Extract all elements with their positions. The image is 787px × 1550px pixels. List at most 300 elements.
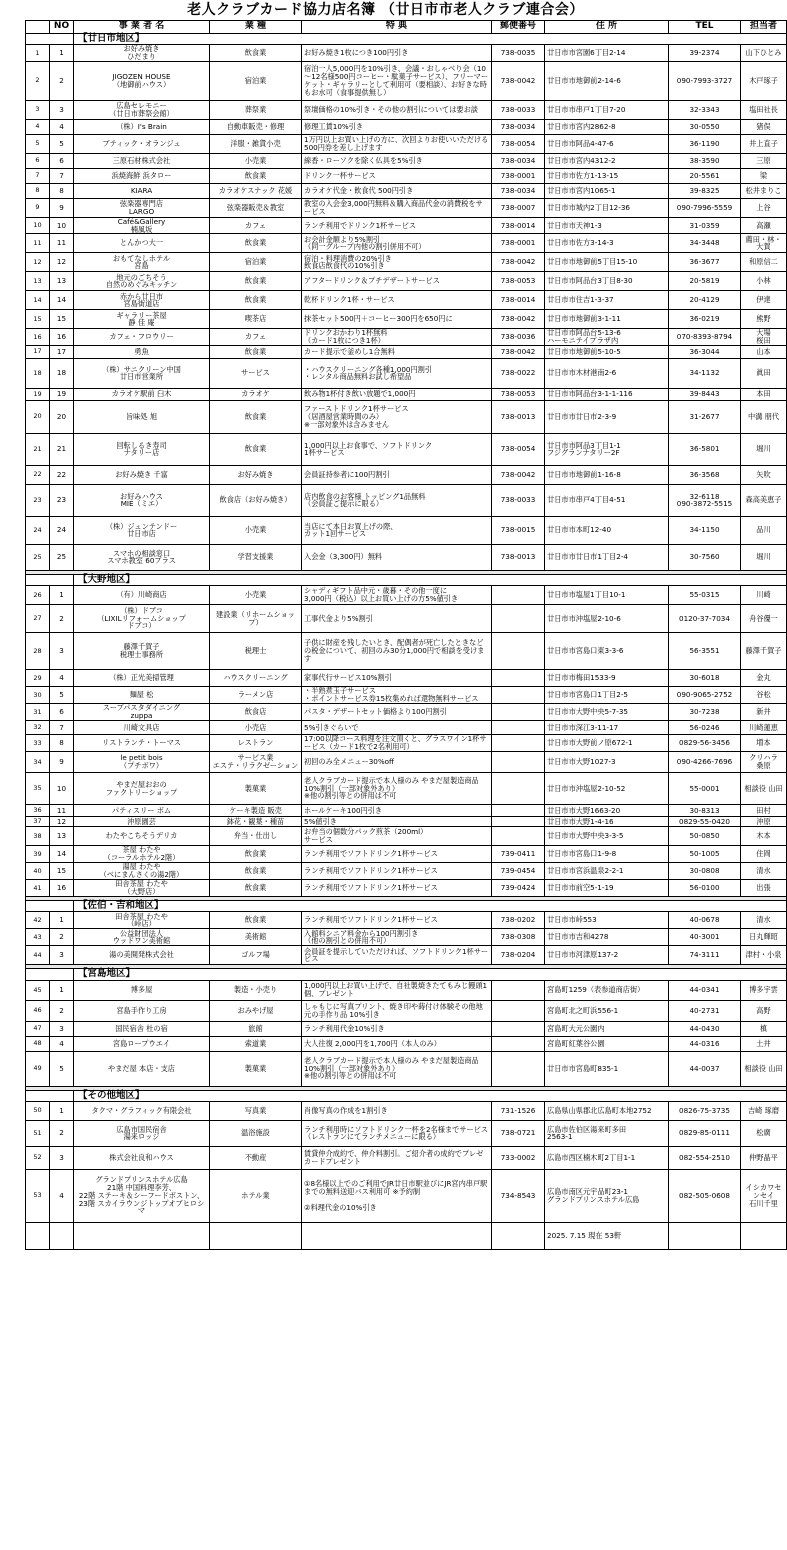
- postal-code: 738-0042: [492, 465, 545, 484]
- address: 廿日市市串戸4丁目4-51: [545, 484, 669, 516]
- contact-person: 熊野: [741, 310, 787, 329]
- address: 廿日市市宮内2862-8: [545, 119, 669, 134]
- benefit: 賃貸仲介成約で、仲介料割引。ご紹介者の成約でプレゼカードプレゼント: [302, 1146, 492, 1169]
- row-index: 35: [26, 773, 50, 805]
- postal-code: 738-0053: [492, 388, 545, 400]
- postal-code: 738-0014: [492, 217, 545, 234]
- table-row: [26, 310, 787, 329]
- benefit: ランチ利用でソフトドリンク1杯サービス: [302, 880, 492, 897]
- phone: 082-505-0608: [669, 1169, 741, 1222]
- benefit: ランチ利用時にソフトドリンク一杯を2名様までサービス（レストランにてランチメニューに限る）: [302, 1120, 492, 1146]
- row-index: 26: [26, 586, 50, 605]
- header-cell: 業 種: [210, 21, 302, 34]
- phone: 40-0678: [669, 912, 741, 929]
- table-row: [26, 345, 787, 358]
- table-row: [26, 773, 787, 805]
- section-title: 【佐伯・吉和地区】: [74, 901, 787, 912]
- phone: 56-0246: [669, 721, 741, 735]
- benefit: ①8名様以上でのご利用でJR廿日市駅並びにJR宮内串戸駅までの無料送迎バス利用可 ※予約制 ②料理代金の10%引き: [302, 1169, 492, 1222]
- row-index: 8: [26, 183, 50, 198]
- address: 廿日市市佐方1-13-15: [545, 168, 669, 183]
- address: 広島市佐伯区湯来町多田 2563-1: [545, 1120, 669, 1146]
- row-no: 20: [50, 400, 74, 433]
- address: 廿日市市天神1-3: [545, 217, 669, 234]
- benefit: 会員証を提示していただければ、ソフトドリンク1杯サービス: [302, 946, 492, 965]
- store-name: （有）川崎商店: [74, 586, 210, 605]
- benefit: 祭壇価格の10%引き・その他の割引については要お談: [302, 100, 492, 119]
- store-name: カフェ・フロウリー: [74, 329, 210, 346]
- row-index: 4: [26, 119, 50, 134]
- postal-code: 738-0042: [492, 310, 545, 329]
- phone: 31-0359: [669, 217, 741, 234]
- table-row: [26, 929, 787, 946]
- contact-person: 薦田・林・大賀: [741, 234, 787, 253]
- business-type: サービス: [210, 358, 302, 388]
- table-row: [26, 1036, 787, 1051]
- phone: 39-8325: [669, 183, 741, 198]
- postal-code: [492, 827, 545, 846]
- store-name: 沖原園芸: [74, 817, 210, 827]
- store-name: 赤から廿日市 宮島街道店: [74, 291, 210, 310]
- table-row: [26, 1101, 787, 1120]
- postal-code: 738-0007: [492, 198, 545, 217]
- business-type: 飲食業: [210, 863, 302, 880]
- benefit: シャディギフト品中元・歳暮・その他一度に 3,000円（税込）以上お買い上げの方5%値引き: [302, 586, 492, 605]
- store-name: ギャラリー茶屋 静 佳 庵: [74, 310, 210, 329]
- postal-code: 738-0053: [492, 272, 545, 291]
- row-index: 20: [26, 400, 50, 433]
- table-row: [26, 1000, 787, 1021]
- benefit: 会員証持参者に100円割引: [302, 465, 492, 484]
- table-row: [26, 1222, 787, 1249]
- row-no: 2: [50, 1120, 74, 1146]
- business-type: 写真業: [210, 1101, 302, 1120]
- postal-code: [492, 721, 545, 735]
- postal-code: 738-0001: [492, 168, 545, 183]
- row-index: 24: [26, 516, 50, 544]
- address: 広島市南区元宇品町23-1 グランドプリンスホテル広島: [545, 1169, 669, 1222]
- store-name: 回転しるき寿司 ナタリー店: [74, 433, 210, 465]
- postal-code: [492, 805, 545, 817]
- benefit: 1万円以上お買い上げの方に、次回よりお使いいただける500円券を差し上げます: [302, 134, 492, 153]
- row-no: 7: [50, 168, 74, 183]
- row-index: 12: [26, 253, 50, 272]
- row-index: 51: [26, 1120, 50, 1146]
- business-type: おみやげ屋: [210, 1000, 302, 1021]
- row-no: 3: [50, 1021, 74, 1036]
- contact-person: 木本: [741, 827, 787, 846]
- address: 廿日市市深江3-11-17: [545, 721, 669, 735]
- table-row: [26, 183, 787, 198]
- phone: 56-3551: [669, 633, 741, 670]
- postal-code: 738-0034: [492, 153, 545, 168]
- store-name: 三原石材株式会社: [74, 153, 210, 168]
- postal-code: 739-0454: [492, 863, 545, 880]
- benefit: 家事代行サービス10%割引: [302, 670, 492, 687]
- store-name: 麺屋 松: [74, 687, 210, 704]
- section-row: [26, 901, 787, 912]
- phone: 30-8313: [669, 805, 741, 817]
- postal-code: 739-0411: [492, 846, 545, 863]
- header-cell: NO: [50, 21, 74, 34]
- postal-code: 738-0033: [492, 100, 545, 119]
- phone: 0826-75-3735: [669, 1101, 741, 1120]
- row-index: 43: [26, 929, 50, 946]
- benefit: 5%値引き: [302, 817, 492, 827]
- address: 廿日市市塩屋1丁目10-1: [545, 586, 669, 605]
- phone: 0829-85-0111: [669, 1120, 741, 1146]
- store-name: JIGOZEN HOUSE （地御前ハウス）: [74, 61, 210, 100]
- benefit: 17:00以降コース料理を注文頂くと、グラスワイン1杯サービス（カード1枚で2名利用可）: [302, 735, 492, 752]
- table-row: [26, 388, 787, 400]
- address: 廿日市市大野1663-20: [545, 805, 669, 817]
- row-no: [50, 1222, 74, 1249]
- store-name: 株式会社良和ハウス: [74, 1146, 210, 1169]
- contact-person: 槙: [741, 1021, 787, 1036]
- contact-person: 猪俣: [741, 119, 787, 134]
- contact-person: 堀川: [741, 433, 787, 465]
- contact-person: 梁: [741, 168, 787, 183]
- address: 廿日市市大野中央5-7-35: [545, 704, 669, 721]
- header-cell: 郵便番号: [492, 21, 545, 34]
- address: 廿日市市地御前2-14-6: [545, 61, 669, 100]
- table-row: [26, 217, 787, 234]
- postal-code: 738-0042: [492, 253, 545, 272]
- table-row: [26, 586, 787, 605]
- table-row: [26, 846, 787, 863]
- benefit: ランチ利用でソフトドリンク1杯サービス: [302, 846, 492, 863]
- business-type: サービス業 エステ・リラクゼーション: [210, 752, 302, 773]
- store-name: （株）ドブコ （LIXILリフォームショップ ドブコ）: [74, 605, 210, 633]
- row-index: 44: [26, 946, 50, 965]
- row-index: 23: [26, 484, 50, 516]
- table-row: [26, 484, 787, 516]
- row-no: 8: [50, 735, 74, 752]
- row-no: 9: [50, 752, 74, 773]
- row-no: 3: [50, 1146, 74, 1169]
- store-name: 宮島ロープウエイ: [74, 1036, 210, 1051]
- contact-person: 高野: [741, 1000, 787, 1021]
- contact-person: イシカワセンセイ 石川千里: [741, 1169, 787, 1222]
- business-type: 小売店: [210, 721, 302, 735]
- table-row: [26, 633, 787, 670]
- table-row: [26, 100, 787, 119]
- phone: 36-3044: [669, 345, 741, 358]
- address: 廿日市市宮島口1丁目2-5: [545, 687, 669, 704]
- store-name: わたやこちそうデリカ: [74, 827, 210, 846]
- business-type: 美術館: [210, 929, 302, 946]
- business-type: 飲食業: [210, 880, 302, 897]
- row-index: 21: [26, 433, 50, 465]
- contact-person: 井上直子: [741, 134, 787, 153]
- table-row: [26, 119, 787, 134]
- contact-person: 津村・小泉: [741, 946, 787, 965]
- phone: 36-5801: [669, 433, 741, 465]
- row-no: 4: [50, 1169, 74, 1222]
- row-index: 9: [26, 198, 50, 217]
- benefit: 教室の入会金3,000円無料＆購入商品代金の消費税をサービス: [302, 198, 492, 217]
- row-index: 10: [26, 217, 50, 234]
- address: 廿日市市廿日市1丁目2-4: [545, 544, 669, 570]
- row-index: 2: [26, 61, 50, 100]
- table-row: [26, 805, 787, 817]
- section-title: 【大野地区】: [74, 574, 787, 585]
- business-type: 旅館: [210, 1021, 302, 1036]
- address: 廿日市市宮島口1-9-8: [545, 846, 669, 863]
- contact-person: 吉崎 琢磨: [741, 1101, 787, 1120]
- benefit: ・半熟煮玉子サービス ・ポイントサービス券15枚集めれば還物無料サービス: [302, 687, 492, 704]
- contact-person: 松廣: [741, 1120, 787, 1146]
- page-title: 老人クラブカード協力店名簿 （廿日市市老人クラブ連合会）: [187, 2, 584, 18]
- table-row: [26, 912, 787, 929]
- store-name: [74, 1222, 210, 1249]
- table-row: [26, 1051, 787, 1086]
- table-row: [26, 400, 787, 433]
- phone: 20-5819: [669, 272, 741, 291]
- postal-code: 738-0036: [492, 329, 545, 346]
- benefit: 店内飲食のお客様 トッピング1品無料 （会員証ご提示に限る）: [302, 484, 492, 516]
- postal-code: 738-0033: [492, 484, 545, 516]
- section-row: [26, 969, 787, 980]
- address: 廿日市市梅田1533-9: [545, 670, 669, 687]
- row-index: 53: [26, 1169, 50, 1222]
- store-name: お好みハウス MIE（ミエ）: [74, 484, 210, 516]
- row-index: 7: [26, 168, 50, 183]
- benefit: ・ハウスクリーニング各種1,000円割引 ・レンタル商品無料お試し希望品: [302, 358, 492, 388]
- benefit: ランチ利用代金10%引き: [302, 1021, 492, 1036]
- benefit: しゃもじに写真プリント、焼き印や蒔付け体験その他地元の手作り品 10%引き: [302, 1000, 492, 1021]
- row-no: 6: [50, 704, 74, 721]
- phone: 39-2374: [669, 45, 741, 62]
- row-index: 45: [26, 980, 50, 1000]
- phone: 40-3001: [669, 929, 741, 946]
- business-type: 飲食業: [210, 345, 302, 358]
- business-type: 飲食業: [210, 168, 302, 183]
- header-cell: [26, 21, 50, 34]
- postal-code: [492, 1021, 545, 1036]
- address: 廿日市市阿品台3丁目8-30: [545, 272, 669, 291]
- address: 廿日市市宮島口東3-3-6: [545, 633, 669, 670]
- address: 宮島町北之町浜556-1: [545, 1000, 669, 1021]
- business-type: ラーメン店: [210, 687, 302, 704]
- row-no: 2: [50, 605, 74, 633]
- postal-code: 739-0424: [492, 880, 545, 897]
- store-name: 藤澤千賀子 税理士事務所: [74, 633, 210, 670]
- table-row: [26, 544, 787, 570]
- contact-person: 清水: [741, 912, 787, 929]
- postal-code: 738-0013: [492, 400, 545, 433]
- phone: 39-8443: [669, 388, 741, 400]
- address: 廿日市市佐方3-14-3: [545, 234, 669, 253]
- benefit: 1,000円以上お買い上げで、自社製焼きたてもみじ饅頭1個、プレゼント: [302, 980, 492, 1000]
- benefit: ホールケーキ100円引き: [302, 805, 492, 817]
- phone: 34-1132: [669, 358, 741, 388]
- row-index: 33: [26, 735, 50, 752]
- business-type: 飲食業: [210, 234, 302, 253]
- table-row: [26, 516, 787, 544]
- phone: 44-0037: [669, 1051, 741, 1086]
- address: 廿日市市宮島町835-1: [545, 1051, 669, 1086]
- table-row: [26, 721, 787, 735]
- business-type: 葬祭業: [210, 100, 302, 119]
- phone: 30-6018: [669, 670, 741, 687]
- contact-person: 相談役 山田: [741, 773, 787, 805]
- store-name: 旨味処 旭: [74, 400, 210, 433]
- benefit: ランチ利用でドリンク1杯サービス: [302, 217, 492, 234]
- business-type: 鉢花・観葉・種苗: [210, 817, 302, 827]
- row-index: 3: [26, 100, 50, 119]
- table-row: [26, 329, 787, 346]
- row-index: 11: [26, 234, 50, 253]
- store-name: ブティック・オランジュ: [74, 134, 210, 153]
- row-no: 13: [50, 827, 74, 846]
- postal-code: [492, 1051, 545, 1086]
- row-no: 8: [50, 183, 74, 198]
- contact-person: 日丸輝昭: [741, 929, 787, 946]
- benefit: 大人往復 2,000円を1,700円（本人のみ）: [302, 1036, 492, 1051]
- contact-person: 大場 桜田: [741, 329, 787, 346]
- business-type: 飲食店（お好み焼き）: [210, 484, 302, 516]
- address: 廿日市市宮浜温泉2-2-1: [545, 863, 669, 880]
- row-index: 28: [26, 633, 50, 670]
- section-spacer: [26, 34, 74, 45]
- contact-person: クリハラ 桑原: [741, 752, 787, 773]
- benefit: お会計金額より5%割引 （同一グループ内他の割引併用不可）: [302, 234, 492, 253]
- address: 廿日市市廿日市2-3-9: [545, 400, 669, 433]
- contact-person: 三原: [741, 153, 787, 168]
- contact-person: 高瀬: [741, 217, 787, 234]
- postal-code: 738-0022: [492, 358, 545, 388]
- address: 廿日市市宮内4312-2: [545, 153, 669, 168]
- table-row: [26, 291, 787, 310]
- row-no: 1: [50, 586, 74, 605]
- business-type: 不動産: [210, 1146, 302, 1169]
- benefit: ランチ利用でソフトドリンク1杯サービス: [302, 863, 492, 880]
- phone: 0829-56-3456: [669, 735, 741, 752]
- benefit: ファーストドリンク1杯サービス （居酒屋営業時間のみ） ※一部対象外は含みません: [302, 400, 492, 433]
- table-row: [26, 670, 787, 687]
- store-name: 博多屋: [74, 980, 210, 1000]
- row-no: 13: [50, 272, 74, 291]
- phone: 090-4266-7696: [669, 752, 741, 773]
- row-index: 5: [26, 134, 50, 153]
- phone: 44-0316: [669, 1036, 741, 1051]
- address: 廿日市市大野中央3-3-5: [545, 827, 669, 846]
- postal-code: [492, 605, 545, 633]
- contact-person: 上谷: [741, 198, 787, 217]
- business-type: 建設業（リホームショップ）: [210, 605, 302, 633]
- row-index: 16: [26, 329, 50, 346]
- row-no: 4: [50, 1036, 74, 1051]
- store-name: le petit bois （プチボワ）: [74, 752, 210, 773]
- benefit: 抹茶セット500円＋コーヒー300円を650円に: [302, 310, 492, 329]
- benefit: 修理工賃10%引き: [302, 119, 492, 134]
- business-type: 飲食業: [210, 272, 302, 291]
- row-index: 38: [26, 827, 50, 846]
- section-spacer: [26, 969, 74, 980]
- business-type: ゴルフ場: [210, 946, 302, 965]
- table-row: [26, 827, 787, 846]
- address: 廿日市市大野1-4-16: [545, 817, 669, 827]
- table-row: [26, 1169, 787, 1222]
- phone: 36-3568: [669, 465, 741, 484]
- header-cell: 事 業 者 名: [74, 21, 210, 34]
- benefit: カラオケ代金・飲食代 500円引き: [302, 183, 492, 198]
- header-cell: 住 所: [545, 21, 669, 34]
- benefit: ドリンクおかわり1杯無料 （カード1枚につき1杯）: [302, 329, 492, 346]
- postal-code: [492, 1222, 545, 1249]
- address: 廿日市市阿品4-47-6: [545, 134, 669, 153]
- contact-person: 堀川: [741, 544, 787, 570]
- benefit: ランチ利用でソフトドリンク1杯サービス: [302, 912, 492, 929]
- contact-person: 清水: [741, 863, 787, 880]
- store-name: 公益財団法人 ウッドワン美術館: [74, 929, 210, 946]
- row-index: 18: [26, 358, 50, 388]
- benefit: 線香・ローソクを除く仏具を5%引き: [302, 153, 492, 168]
- section-spacer: [26, 574, 74, 585]
- phone: 56-0100: [669, 880, 741, 897]
- row-index: 52: [26, 1146, 50, 1169]
- store-name: 川崎文具店: [74, 721, 210, 735]
- row-no: 3: [50, 633, 74, 670]
- store-name: 国民宿舎 杜の宿: [74, 1021, 210, 1036]
- row-index: 42: [26, 912, 50, 929]
- contact-person: 川崎蓮恵: [741, 721, 787, 735]
- row-index: 49: [26, 1051, 50, 1086]
- row-no: 2: [50, 929, 74, 946]
- postal-code: 738-0014: [492, 291, 545, 310]
- phone: 55-0315: [669, 586, 741, 605]
- business-type: 小売業: [210, 153, 302, 168]
- business-type: 自動車販売・修理: [210, 119, 302, 134]
- row-no: 14: [50, 291, 74, 310]
- contact-person: 新井: [741, 704, 787, 721]
- row-index: 13: [26, 272, 50, 291]
- store-name: （株）ジュンテンドー 廿日市店: [74, 516, 210, 544]
- benefit: 初回のみ全メニュー30%off: [302, 752, 492, 773]
- business-type: 宿泊業: [210, 253, 302, 272]
- business-type: 税理士: [210, 633, 302, 670]
- phone: 36-3677: [669, 253, 741, 272]
- row-index: 19: [26, 388, 50, 400]
- store-name: 田舎茶屋 わたや （峠店）: [74, 912, 210, 929]
- phone: 34-3448: [669, 234, 741, 253]
- table-row: [26, 168, 787, 183]
- business-type: カラオケスナック 花媛: [210, 183, 302, 198]
- business-type: [210, 1222, 302, 1249]
- business-type: 小売業: [210, 586, 302, 605]
- business-type: 喫茶店: [210, 310, 302, 329]
- row-no: 5: [50, 134, 74, 153]
- header-row: [26, 21, 787, 34]
- contact-person: 川崎: [741, 586, 787, 605]
- store-name: 湯の美開発株式会社: [74, 946, 210, 965]
- postal-code: 738-0034: [492, 119, 545, 134]
- table-row: [26, 980, 787, 1000]
- contact-person: 小林: [741, 272, 787, 291]
- table-row: [26, 134, 787, 153]
- phone: 38-3590: [669, 153, 741, 168]
- benefit: 入館料シニア料金から100円割引き （他の割引との併用不可）: [302, 929, 492, 946]
- table-row: [26, 605, 787, 633]
- contact-person: 博多宇雲: [741, 980, 787, 1000]
- postal-code: [492, 633, 545, 670]
- store-name: やまだ屋 本店・支店: [74, 1051, 210, 1086]
- postal-code: [492, 1036, 545, 1051]
- business-type: 製造・小売り: [210, 980, 302, 1000]
- business-type: カフェ: [210, 217, 302, 234]
- contact-person: 相談役 山田: [741, 1051, 787, 1086]
